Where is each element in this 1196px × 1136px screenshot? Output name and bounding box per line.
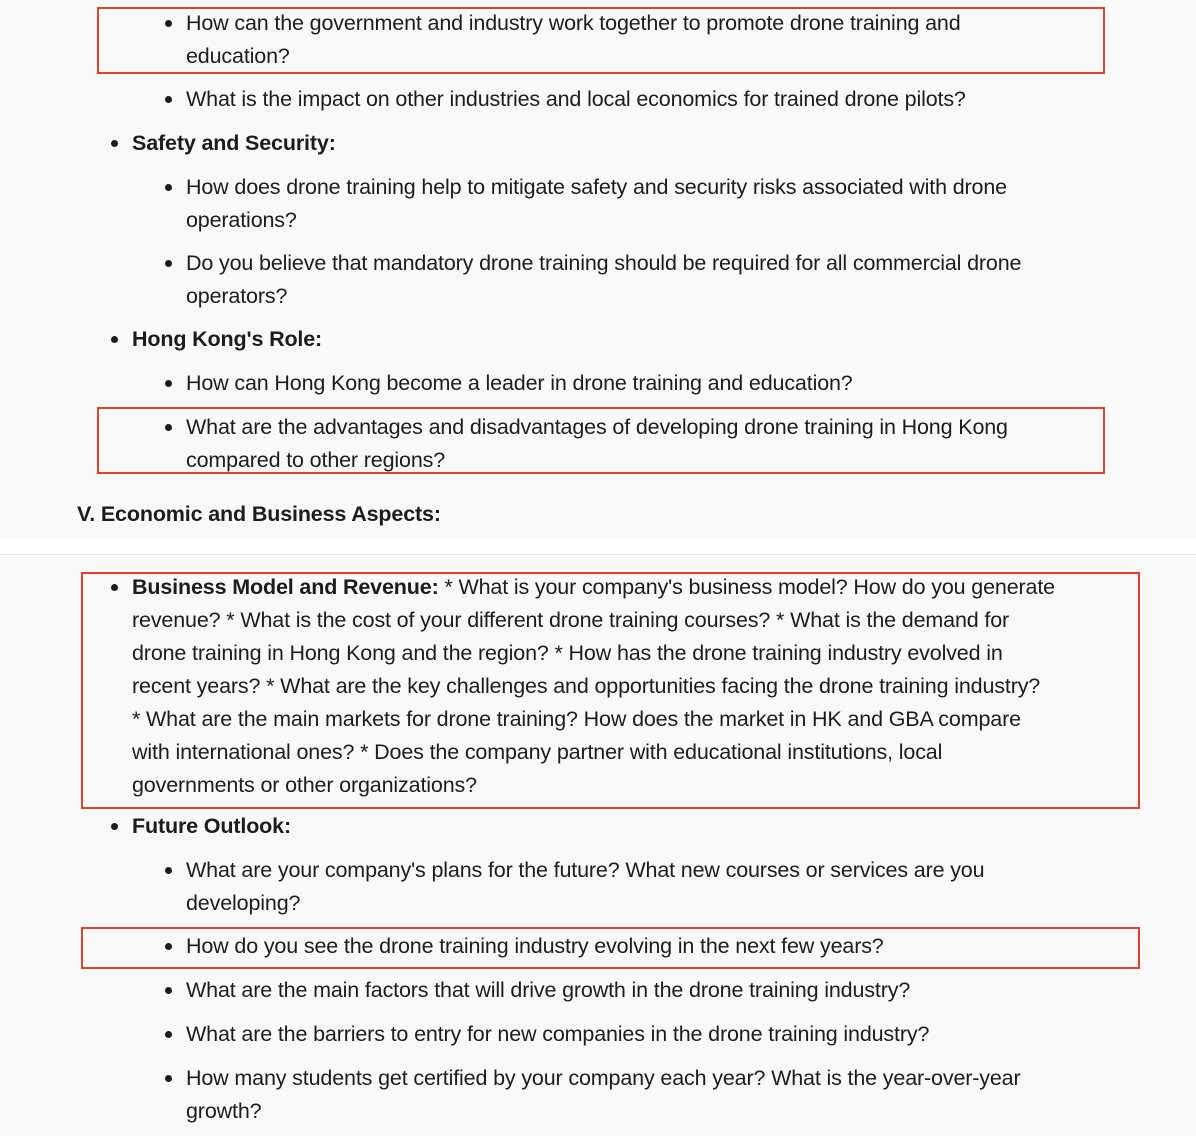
safety-question1-line2: operations? [186,208,297,232]
future-question1-line2: developing? [186,891,301,915]
business-line1 [132,571,1055,604]
business-line5: * What are the main markets for drone training? How does the market in HK and GBA compare [132,707,1021,731]
bullet [165,1031,172,1038]
business-heading: Business Model and Revenue: [132,575,439,599]
safety-heading: Safety and Security: [132,131,336,155]
future-question4: What are the barriers to entry for new companies in the drone training industry? [186,1022,930,1046]
bullet [111,823,118,830]
question-impact: What is the impact on other industries and local economics for trained drone pilots? [186,87,966,111]
hongkong-question2-line2: compared to other regions? [186,448,446,472]
business-line1-text: * What is your company's business model? How do you generate [438,575,1055,599]
question-gov-industry-line2: education? [186,44,290,68]
business-line4: recent years? * What are the key challenges and opportunities facing the drone training industry? [132,674,1041,698]
safety-question2-line2: operators? [186,284,288,308]
business-line6: with international ones? * Does the company partner with educational institutions, local [132,740,943,764]
bullet [165,987,172,994]
hongkong-heading: Hong Kong's Role: [132,327,323,351]
bullet [165,96,172,103]
bullet [165,20,172,27]
business-line2: revenue? * What is the cost of your different drone training courses? * What is the demand for [132,608,1010,632]
hongkong-question1: How can Hong Kong become a leader in drone training and education? [186,371,853,395]
future-question3: What are the main factors that will drive growth in the drone training industry? [186,978,911,1002]
bullet [165,260,172,267]
bullet [165,943,172,950]
future-heading: Future Outlook: [132,814,291,838]
future-question5-line1: How many students get certified by your company each year? What is the year-over-year [186,1066,1021,1090]
bullet [165,867,172,874]
bullet [111,584,118,591]
safety-question2-line1: Do you believe that mandatory drone training should be required for all commercial drone [186,251,1022,275]
future-question1-line1: What are your company's plans for the future? What new courses or services are you [186,858,985,882]
bullet [165,1075,172,1082]
bullet [111,336,118,343]
bullet [165,424,172,431]
bullet [111,140,118,147]
bullet [165,380,172,387]
future-question5-line2: growth? [186,1099,262,1123]
business-line3: drone training in Hong Kong and the region? * How has the drone training industry evolved in [132,641,1003,665]
business-line7: governments or other organizations? [132,773,477,797]
hongkong-question2-line1: What are the advantages and disadvantages of developing drone training in Hong Kong [186,415,1008,439]
section-v-heading: V. Economic and Business Aspects: [77,502,441,526]
question-gov-industry-line1: How can the government and industry work together to promote drone training and [186,11,961,35]
bullet [165,184,172,191]
safety-question1-line1: How does drone training help to mitigate safety and security risks associated with drone [186,175,1007,199]
future-question2: How do you see the drone training industry evolving in the next few years? [186,934,884,958]
